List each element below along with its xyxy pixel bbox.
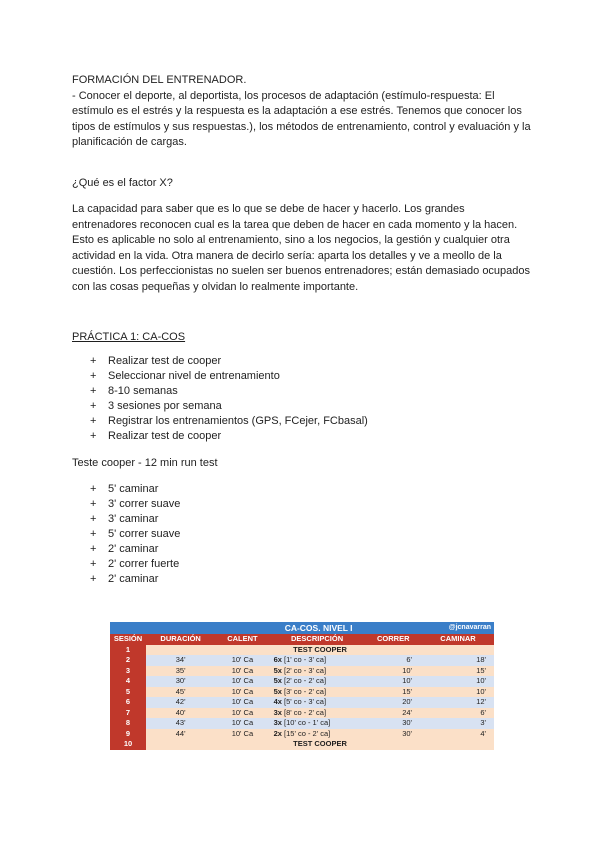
session-cell: 7 (110, 708, 146, 719)
walk-cell: 3' (422, 718, 494, 729)
duration-cell: 35' (146, 666, 215, 677)
duration-cell: 43' (146, 718, 215, 729)
list-item (90, 527, 180, 542)
list-item (90, 542, 180, 557)
test-cooper-cell: TEST COOPER (146, 739, 494, 750)
reps-value: 3x (273, 718, 282, 727)
duration-cell: 45' (146, 687, 215, 698)
table-row (110, 655, 494, 666)
plus-bullet-icon: + (90, 415, 97, 427)
session-cell: 1 (110, 645, 146, 656)
list-item-text: Registrar los entrenamientos (GPS, FCejer, FCbasal) (108, 415, 368, 427)
list-item (90, 414, 368, 429)
cooper-title: Teste cooper - 12 min run test (72, 457, 218, 469)
plus-bullet-icon: + (90, 400, 97, 412)
walk-cell: 6' (422, 708, 494, 719)
reps-value: 4x (273, 697, 282, 706)
table-row (110, 687, 494, 698)
reps-value: 6x (273, 655, 282, 664)
list-item (90, 354, 368, 369)
plus-bullet-icon: + (90, 385, 97, 397)
interval-value: [1' co - 3' ca] (284, 655, 327, 664)
warmup-cell: 10' Ca (215, 708, 269, 719)
session-cell: 2 (110, 655, 146, 666)
interval-value: [3' co - 2' ca] (284, 686, 327, 696)
duration-cell: 34' (146, 655, 215, 666)
session-cell: 8 (110, 718, 146, 729)
plus-bullet-icon: + (90, 513, 97, 525)
walk-cell: 15' (422, 666, 494, 677)
walk-cell: 10' (422, 676, 494, 687)
intro-paragraph: - Conocer el deporte, al deportista, los procesos de adaptación (estímulo-respuesta: El estímulo es el estrés y la respuesta es la adaptación a ese estrés. Tenemos que conocer los tipos de estímulos y sus respuestas.), los métodos de entrenamiento, control y evaluación y la planificación de cargas. (72, 89, 531, 148)
list-item-text: 2' correr fuerte (108, 558, 180, 570)
warmup-cell: 10' Ca (215, 718, 269, 729)
interval-value: [2' co - 3' ca] (284, 665, 327, 675)
header-walk: CAMINAR (422, 634, 494, 645)
interval-value: [10' co - 1' ca] (284, 718, 331, 727)
list-item (90, 399, 368, 414)
duration-cell: 42' (146, 697, 215, 708)
warmup-cell: 10' Ca (215, 655, 269, 666)
table-row (110, 729, 494, 740)
session-cell: 5 (110, 687, 146, 698)
walk-cell: 18' (422, 655, 494, 666)
plus-bullet-icon: + (90, 483, 97, 495)
session-cell: 4 (110, 676, 146, 687)
walk-cell: 10' (422, 687, 494, 698)
interval-value: [15' co - 2' ca] (284, 728, 331, 738)
table-title: CA-COS. NIVEL I (215, 622, 422, 634)
list-item (90, 497, 180, 512)
header-warmup: CALENT (215, 634, 269, 645)
description-cell (270, 718, 365, 729)
table-row (110, 666, 494, 677)
session-cell: 9 (110, 729, 146, 740)
description-cell (270, 729, 365, 740)
reps-value: 5x (273, 686, 282, 696)
reps-value: 5x (273, 665, 282, 675)
list-item-text: 2' caminar (108, 543, 159, 555)
list-item (90, 572, 180, 587)
warmup-cell: 10' Ca (215, 687, 269, 698)
table-body (110, 645, 494, 750)
list-item-text: 5' correr suave (108, 528, 181, 540)
table-header-row (110, 634, 494, 645)
header-run: CORRER (365, 634, 422, 645)
practice-steps-list (90, 354, 368, 444)
warmup-cell: 10' Ca (215, 676, 269, 687)
run-cell: 30' (365, 729, 422, 740)
training-plan-table (110, 622, 494, 750)
reps-value: 5x (273, 676, 282, 685)
run-cell: 10' (365, 666, 422, 677)
list-item-text: 3' caminar (108, 513, 159, 525)
table-row (110, 697, 494, 708)
interval-value: [5' co - 3' ca] (284, 697, 327, 706)
duration-cell: 40' (146, 708, 215, 719)
duration-cell: 44' (146, 729, 215, 740)
plus-bullet-icon: + (90, 498, 97, 510)
list-item (90, 384, 368, 399)
table-row (110, 739, 494, 750)
plus-bullet-icon: + (90, 543, 97, 555)
plus-bullet-icon: + (90, 558, 97, 570)
list-item-text: 2' caminar (108, 573, 159, 585)
table-author: @jcnavarran (422, 622, 494, 634)
list-item-text: Seleccionar nivel de entrenamiento (108, 370, 280, 382)
factor-question: ¿Qué es el factor X? (72, 177, 173, 189)
duration-cell: 30' (146, 676, 215, 687)
plus-bullet-icon: + (90, 355, 97, 367)
run-cell: 20' (365, 697, 422, 708)
session-cell: 6 (110, 697, 146, 708)
session-cell: 10 (110, 739, 146, 750)
description-cell (270, 676, 365, 687)
interval-value: [2' co - 2' ca] (284, 676, 327, 685)
reps-value: 3x (273, 707, 282, 717)
table-row (110, 708, 494, 719)
header-description: DESCRIPCIÓN (270, 634, 365, 645)
header-duration: DURACIÓN (146, 634, 215, 645)
warmup-cell: 10' Ca (215, 666, 269, 677)
description-cell (270, 708, 365, 719)
list-item (90, 557, 180, 572)
table-title-row (110, 622, 494, 634)
warmup-cell: 10' Ca (215, 729, 269, 740)
description-cell (270, 655, 365, 666)
plus-bullet-icon: + (90, 430, 97, 442)
description-cell (270, 687, 365, 698)
list-item-text: 8-10 semanas (108, 385, 178, 397)
walk-cell: 12' (422, 697, 494, 708)
walk-cell: 4' (422, 729, 494, 740)
cooper-steps-list (90, 482, 180, 587)
run-cell: 30' (365, 718, 422, 729)
plus-bullet-icon: + (90, 573, 97, 585)
test-cooper-cell: TEST COOPER (146, 645, 494, 656)
intro-section (72, 73, 532, 151)
plus-bullet-icon: + (90, 370, 97, 382)
warmup-cell: 10' Ca (215, 697, 269, 708)
run-cell: 10' (365, 676, 422, 687)
table-row (110, 718, 494, 729)
interval-value: [8' co - 2' ca] (284, 707, 327, 717)
header-session: SESIÓN (110, 634, 146, 645)
run-cell: 6' (365, 655, 422, 666)
list-item (90, 482, 180, 497)
list-item (90, 429, 368, 444)
description-cell (270, 666, 365, 677)
run-cell: 15' (365, 687, 422, 698)
list-item-text: Realizar test de cooper (108, 355, 222, 367)
list-item (90, 369, 368, 384)
table-row (110, 645, 494, 656)
description-cell (270, 697, 365, 708)
practice-title: PRÁCTICA 1: CA-COS (72, 331, 186, 343)
list-item-text: 5' caminar (108, 483, 159, 495)
session-cell: 3 (110, 666, 146, 677)
intro-heading: FORMACIÓN DEL ENTRENADOR. (72, 74, 247, 86)
run-cell: 24' (365, 708, 422, 719)
list-item-text: Realizar test de cooper (108, 430, 222, 442)
reps-value: 2x (273, 728, 282, 738)
table-row (110, 676, 494, 687)
list-item-text: 3' correr suave (108, 498, 181, 510)
list-item-text: 3 sesiones por semana (108, 400, 222, 412)
factor-answer: La capacidad para saber que es lo que se debe de hacer y hacerlo. Los grandes entrenadores reconocen cual es la tarea que deben de hacer en cada momento y la hacen. Esto es aplicable no solo al entrenamiento, sino a los negocios, la gestión y cualquier otra actividad en la vida. Otra manera de decirlo sería: aparta los detalles y ve a meollo de la cuestión. Los perfeccionistas no suelen ser buenos entrenadores; están demasiado ocupados con las cosas pequeñas y olvidan lo realmente importante. (72, 203, 531, 293)
plus-bullet-icon: + (90, 528, 97, 540)
list-item (90, 512, 180, 527)
